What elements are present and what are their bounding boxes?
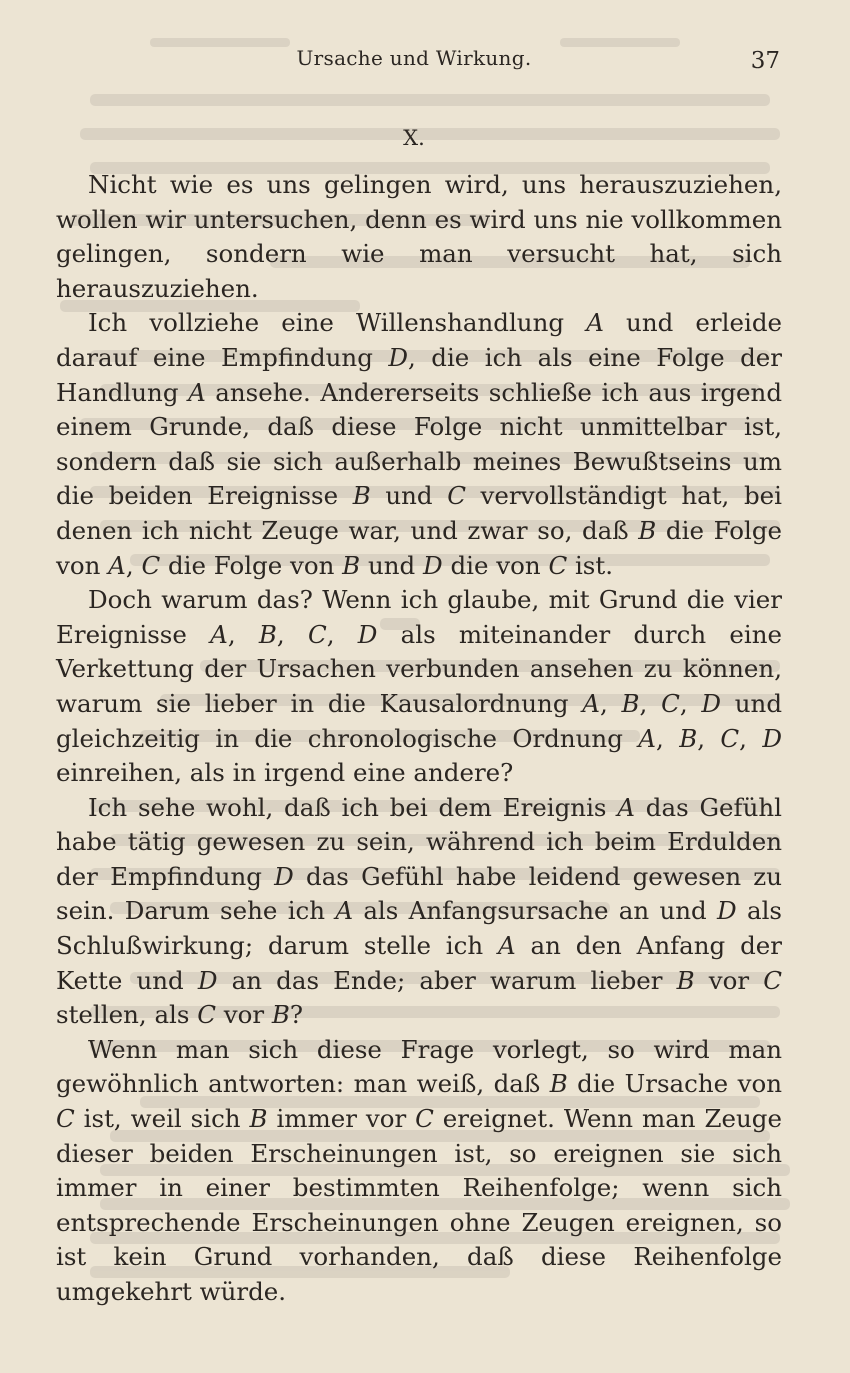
paragraph: Wenn man sich diese Frage vorlegt, so wird man gewöhnlich antworten: man weiß, daß B die Ursache von C ist, weil sich B immer vor C ereignet. Wenn man Zeuge dieser beiden Erscheinungen ist, so ereignen sie sich immer in einer bestimmten Reihenfolge; wenn sich entsprechende Erscheinungen ohne Zeugen ereignen, so ist kein Grund vorhanden, daß diese Reihenfolge umgekehrt würde.	[56, 1034, 782, 1306]
paragraph: Doch warum das? Wenn ich glaube, mit Grund die vier Ereignisse A, B, C, D als miteinander durch eine Verkettung der Ursachen verbunden ansehen zu können, warum sie lieber in die Kausalordnung A, B, C, D und gleichzeitig in die chronologische Ordnung A, B, C, D einreihen, als in irgend eine andere?	[56, 585, 783, 788]
paragraph: Nicht wie es uns gelingen wird, uns herauszuziehen, wollen wir untersuchen, denn es wird uns nie vollkommen gelingen, sondern wie man versucht hat, sich herauszuziehen.	[56, 170, 782, 303]
page-header	[0, 34, 850, 78]
paragraph: Ich sehe wohl, daß ich bei dem Ereignis A das Gefühl habe tätig gewesen zu sein, während ich beim Erdulden der Empfindung D das Gefühl habe leidend gewesen zu sein. Darum sehe ich A als Anfangsursache an und D als Schlußwirkung; darum stelle ich A an den Anfang der Kette und D an das Ende; aber warum lieber B vor C stellen, als C vor B?	[56, 792, 782, 1030]
page-number: 37	[750, 48, 780, 74]
section-heading: X.	[403, 126, 425, 150]
running-head: Ursache und Wirkung.	[296, 46, 532, 70]
body-text	[56, 168, 782, 1310]
paragraph: Ich vollziehe eine Willenshandlung A und erleide darauf eine Empfindung D, die ich als eine Folge der Handlung A ansehe. Andererseits schließe ich aus irgend einem Grunde, daß diese Folge nicht unmittelbar ist, sondern daß sie sich außerhalb meines Bewußtseins um die beiden Ereignisse B und C vervollständigt hat, bei denen ich nicht Zeuge war, und zwar so, daß B die Folge von A, C die Folge von B und D die von C ist.	[56, 308, 783, 580]
